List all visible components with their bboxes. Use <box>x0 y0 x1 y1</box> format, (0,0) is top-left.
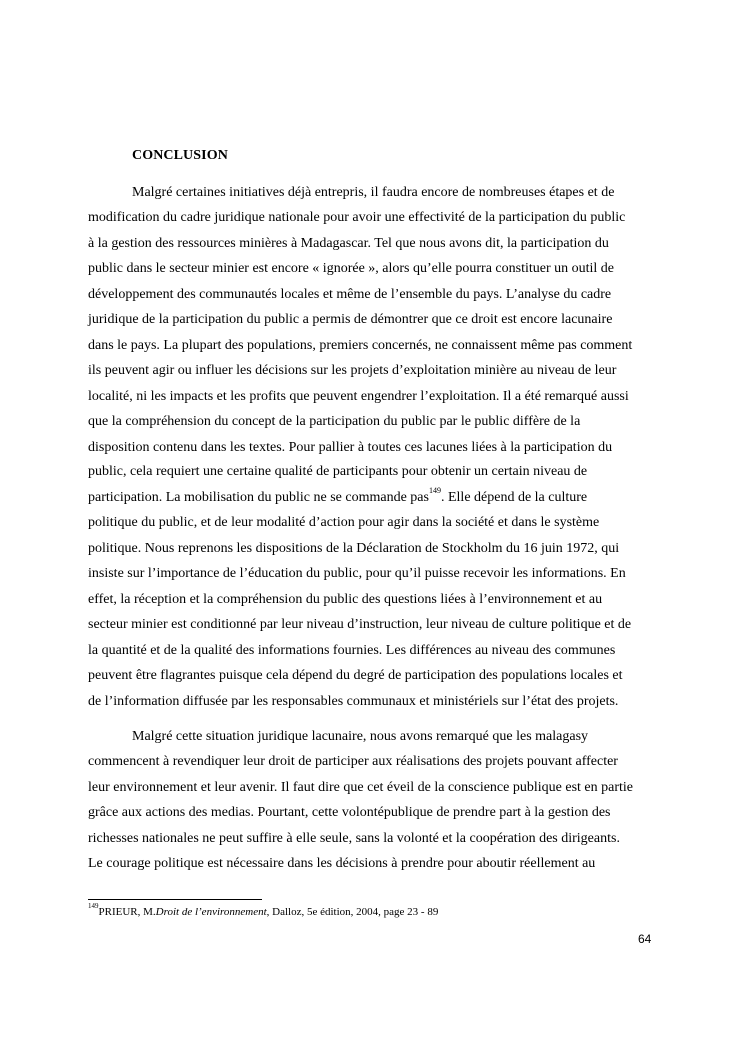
text-line: public, cela requiert une certaine qualité de participants pour obtenir un certain niveau de <box>88 464 588 479</box>
text-line: Le courage politique est nécessaire dans les décisions à prendre pour aboutir réellement au <box>88 856 596 871</box>
text-line: développement des communautés locales et même de l’ensemble du pays. L’analyse du cadre <box>88 287 612 302</box>
text-line: localité, ni les impacts et les profits que peuvent engendrer l’exploitation. Il a été remarqué aussi <box>88 389 629 404</box>
text-segment: . Elle dépend de la culture <box>440 490 588 505</box>
text-line: Malgré cette situation juridique lacunaire, nous avons remarqué que les malagasy <box>132 729 589 744</box>
footnote-title: Droit de l’environnement <box>155 906 267 918</box>
text-line: insiste sur l’importance de l’éducation du public, pour qu’il puisse recevoir les informations. En <box>88 566 626 581</box>
text-line: grâce aux actions des medias. Pourtant, cette volontépublique de prendre part à la gestion des <box>88 805 611 820</box>
text-line: ils peuvent agir ou influer les décisions sur les projets d’exploitation minière au niveau de leur <box>88 363 617 378</box>
text-line: Malgré certaines initiatives déjà entrepris, il faudra encore de nombreuses étapes et de <box>132 185 615 200</box>
section-heading: CONCLUSION <box>132 148 228 163</box>
footnote <box>88 902 439 918</box>
text-line: secteur minier est conditionné par leur niveau d’instruction, leur niveau de culture politique et de <box>88 617 632 632</box>
footnote-author: PRIEUR, M. <box>98 906 156 918</box>
text-line: la quantité et de la qualité des informations fournies. Les différences au niveau des communes <box>88 643 616 658</box>
text-line: effet, la réception et la compréhension du public des questions liées à l’environnement et au <box>88 592 603 607</box>
footnote-divider <box>88 899 262 900</box>
footnote-details: , Dalloz, 5e édition, 2004, page 23 - 89 <box>266 906 439 918</box>
text-line: politique. Nous reprenons les dispositions de la Déclaration de Stockholm du 16 juin 1972, qui <box>88 541 620 556</box>
text-line: juridique de la participation du public a permis de démontrer que ce droit est encore lacunaire <box>88 312 613 327</box>
text-line: que la compréhension du concept de la participation du public par le public diffère de la <box>88 414 581 429</box>
text-line-with-footnote <box>88 486 588 507</box>
text-line: dans le pays. La plupart des populations, premiers concernés, ne connaissent même pas comment <box>88 338 633 353</box>
text-line: richesses nationales ne peut suffire à elle seule, sans la volonté et la coopération des dirigeants. <box>88 831 620 846</box>
page-number: 64 <box>638 932 652 946</box>
text-segment: participation. La mobilisation du public ne se commande pas <box>88 490 429 505</box>
footnote-number: 149 <box>88 902 99 911</box>
text-line: leur environnement et leur avenir. Il faut dire que cet éveil de la conscience publique est en partie <box>88 780 633 795</box>
text-line: commencent à revendiquer leur droit de participer aux réalisations des projets pouvant affecter <box>88 754 618 769</box>
footnote-reference[interactable]: 149 <box>428 486 441 496</box>
text-line: politique du public, et de leur modalité d’action pour agir dans la société et dans le système <box>88 515 600 530</box>
text-line: à la gestion des ressources minières à Madagascar. Tel que nous avons dit, la participation du <box>88 236 609 251</box>
text-line: disposition contenu dans les textes. Pour pallier à toutes ces lacunes liées à la participation du <box>88 440 613 455</box>
text-line: public dans le secteur minier est encore « ignorée », alors qu’elle pourra constituer un outil de <box>88 261 614 276</box>
text-line: modification du cadre juridique nationale pour avoir une effectivité de la participation du public <box>88 210 626 225</box>
text-line: de l’information diffusée par les responsables communaux et ministériels sur l’état des projets. <box>88 694 619 709</box>
text-line: peuvent être flagrantes puisque cela dépend du degré de participation des populations locales et <box>88 668 623 683</box>
